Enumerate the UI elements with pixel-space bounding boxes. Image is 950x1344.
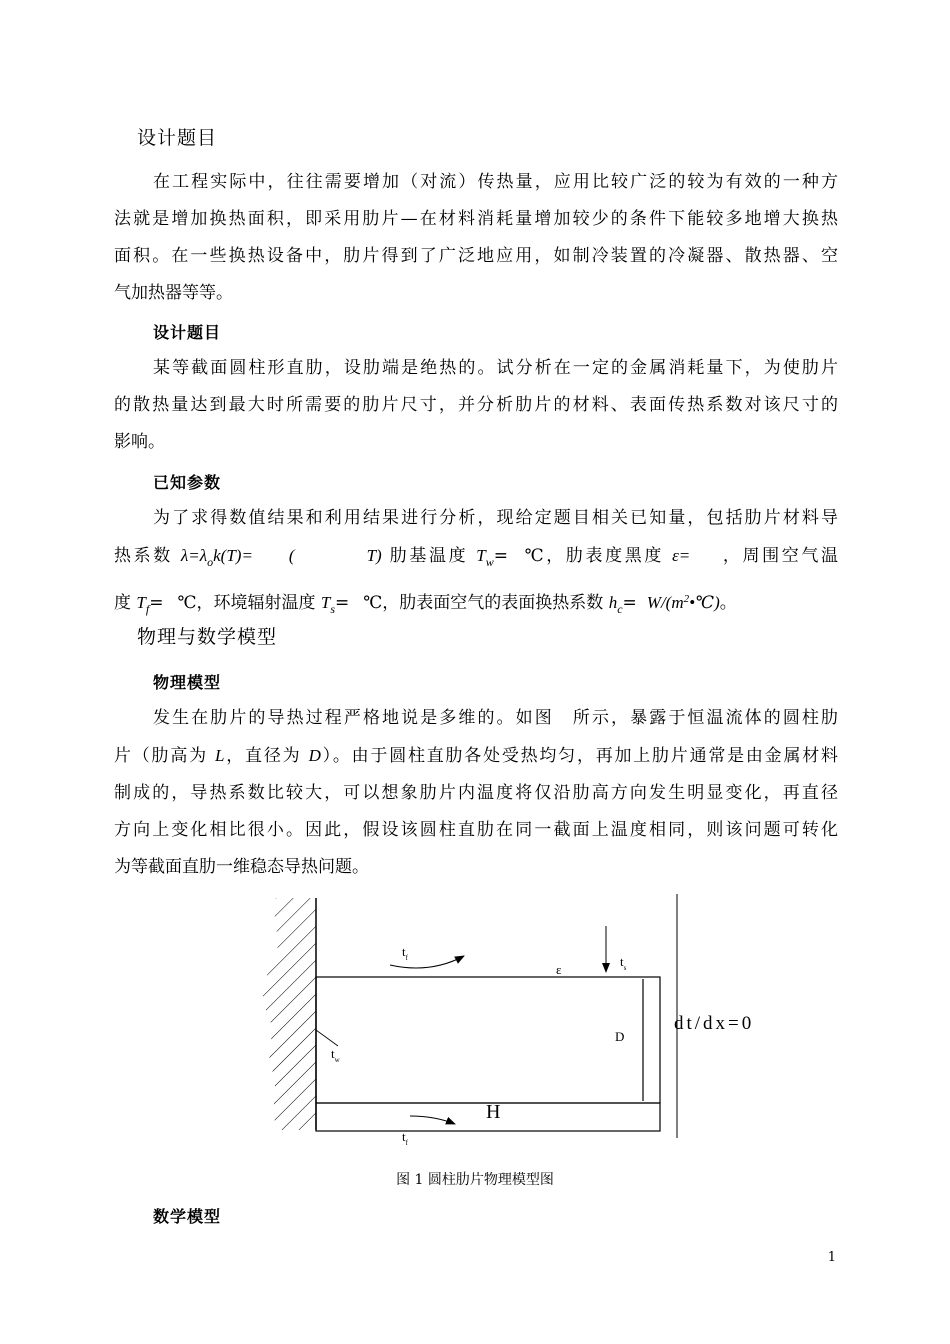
fin-diagram	[250, 890, 790, 1150]
page-number: 1	[827, 1250, 836, 1265]
diameter-label: D	[615, 1029, 625, 1044]
fluid-temperature-symbol: T	[136, 593, 146, 612]
problem-line-2: 的散热量达到最大时所需要的肋片尺寸，并分析肋片的材料、表面传热系数对该尺寸的	[114, 395, 838, 415]
known-line-2: 热系数 $\lambda=\lambda_ok(T)=$ ( T) 肋基温度 $T_w=$ ℃，肋表度黑度 ε= ，周围空气温	[114, 546, 839, 569]
physical-line-3: 制成的，导热系数比较大，可以想象肋片内温度将仅沿肋高方向发生明显变化，再直径	[114, 783, 838, 803]
subheading-known-parameters: 已知参数	[153, 473, 222, 492]
wall-hatched-region	[263, 898, 316, 1130]
fin-body	[316, 977, 660, 1103]
height-label: H	[486, 1101, 501, 1123]
intro-line-4: 气加热器等等。	[114, 283, 233, 303]
radiation-temperature-symbol: T	[320, 593, 331, 612]
intro-line-1: 在工程实际中，往往需要增加（对流）传热量，应用比较广泛的较为有效的一种方	[153, 172, 838, 192]
physical-line-2: 片（肋高为 L，直径为 D）。由于圆柱直肋各处受热均匀，再加上肋片通常是由金属材料	[114, 746, 838, 766]
conductivity-function: k(T)=	[213, 546, 253, 565]
heat-transfer-coefficient-symbol: h	[608, 593, 618, 612]
radiation-temperature-label: $t_s$	[620, 954, 627, 972]
base-temperature-symbol: T	[476, 546, 486, 565]
fluid-temperature-label-bottom: $t_f$	[402, 1129, 408, 1147]
emissivity-label: ε	[556, 962, 562, 977]
unit-label: W/(m	[646, 593, 684, 612]
problem-paragraph	[114, 350, 838, 461]
fluid-temperature-label-top: $t_f$	[402, 944, 408, 962]
fluid-flow-arrow-bottom	[410, 1116, 455, 1124]
intro-line-3: 面积。在一些换热设备中，肋片得到了广泛地应用，如制冷装置的冷凝器、散热器、空	[114, 246, 838, 266]
wall-temperature-leader	[316, 1030, 338, 1046]
known-line-3: 度 $T_f=$ ℃，环境辐射温度 $T_s=$ ℃，肋表面空气的表面换热系数 $h_c=$ $W/(m^2•℃)$。	[114, 593, 737, 616]
section-heading-model: 物理与数学模型	[137, 626, 278, 648]
physical-line-1: 发生在肋片的导热过程严格地说是多维的。如图 所示，暴露于恒温流体的圆柱肋	[153, 708, 838, 728]
fin-physical-model-figure	[250, 890, 790, 1150]
known-line-1: 为了求得数值结果和利用结果进行分析，现给定题目相关已知量，包括肋片材料导	[153, 508, 838, 528]
physical-line-4: 方向上变化相比很小。因此，假设该圆柱直肋在同一截面上温度相同，则该问题可转化	[114, 820, 838, 840]
wall-temperature-label: $t_w$	[331, 1046, 340, 1064]
problem-line-1: 某等截面圆柱形直肋，设肋端是绝热的。试分析在一定的金属消耗量下，为使肋片	[153, 358, 838, 378]
adiabatic-tip-condition-label: dt/dx=0	[674, 1013, 755, 1034]
problem-line-3: 影响。	[114, 432, 165, 452]
physical-model-paragraph	[114, 700, 838, 886]
intro-paragraph	[114, 164, 838, 312]
lambda-symbol: λ=λ	[180, 546, 208, 565]
physical-line-5: 为等截面直肋一维稳态导热问题。	[114, 857, 369, 877]
emissivity-symbol: ε=	[672, 546, 691, 565]
known-parameters-paragraph	[114, 500, 838, 628]
figure-caption: 图 1 圆柱肋片物理模型图	[396, 1172, 554, 1188]
subheading-design-title: 设计题目	[153, 323, 222, 342]
section-heading-design-title: 设计题目	[137, 127, 218, 149]
intro-line-2: 法就是增加换热面积，即采用肋片—在材料消耗量增加较少的条件下能较多地增大换热	[114, 209, 838, 229]
subheading-physical-model: 物理模型	[153, 673, 222, 692]
subheading-math-model: 数学模型	[153, 1207, 222, 1226]
